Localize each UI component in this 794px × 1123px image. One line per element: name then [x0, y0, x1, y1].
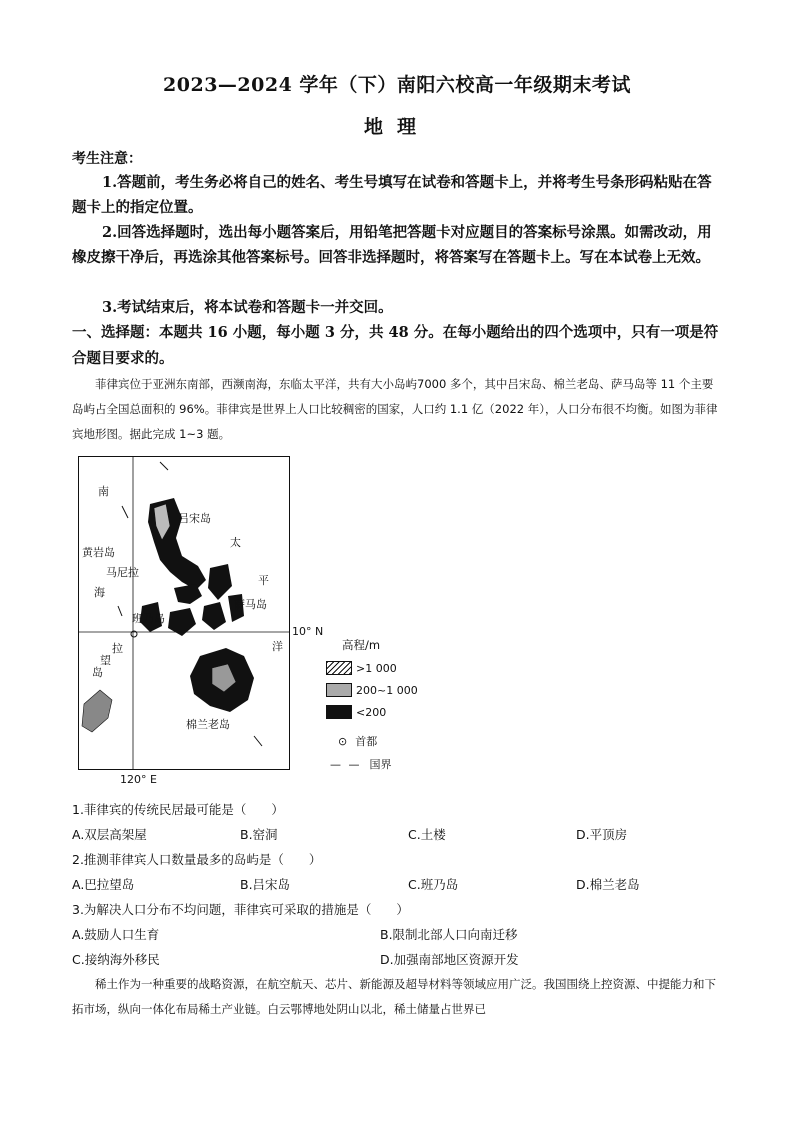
legend-high-label: >1 000: [356, 661, 397, 675]
map-label-nan: 南: [98, 485, 109, 498]
notice-item-2: 2.回答选择题时，选出每小题答案后，用铅笔把答题卡对应题目的答案标号涂黑。如需改动，用橡皮擦干净后，再选涂其他答案标号。回答非选择题时，将答案写在答题卡上。写在本试卷上无效。: [72, 224, 712, 266]
question-1-option-a[interactable]: A.双层高架屋: [72, 827, 147, 842]
map-graphic: [78, 456, 290, 770]
legend-swatch-mid: [326, 683, 352, 697]
legend-border-label: 国界: [369, 758, 392, 771]
legend-capital-label: 首都: [355, 735, 378, 748]
notice-heading: 考生注意：: [72, 151, 142, 167]
map-latitude-label: 10° N: [292, 625, 324, 638]
map-label-panay: 班乃岛: [132, 612, 165, 625]
map-label-mindanao: 棉兰老岛: [186, 718, 230, 731]
section-heading: 一、选择题：本题共 16 小题，每小题 3 分，共 48 分。在每小题给出的四个选项中，只有一项是符合题目要求的。: [72, 324, 719, 367]
material-passage-1: 菲律宾位于亚洲东南部，西濒南海，东临太平洋，共有大小岛屿7000 多个，其中吕宋岛、棉兰老岛、萨马岛等 11 个主要岛屿占全国总面积的 96%。菲律宾是世界上人口比较稠密的国家，人口约 1.1 亿（2022 年），人口分布很不均衡。如图为菲律宾地形图。据此完成 1~3 题。: [72, 377, 718, 441]
legend-border: [330, 756, 392, 772]
exam-title: 2023—2024 学年（下）南阳六校高一年级期末考试: [163, 74, 631, 96]
question-3-option-b[interactable]: B.限制北部人口向南迁移: [380, 927, 518, 942]
question-3-option-d[interactable]: D.加强南部地区资源开发: [380, 952, 519, 967]
map-label-dao: 岛: [92, 666, 103, 679]
question-2-stem: 2.推测菲律宾人口数量最多的岛屿是（ ）: [72, 852, 322, 867]
philippines-terrain-map: [78, 456, 290, 770]
question-3-option-a[interactable]: A.鼓励人口生育: [72, 927, 160, 942]
question-1-option-c[interactable]: C.土楼: [408, 827, 446, 842]
map-label-manila: 马尼拉: [106, 566, 139, 579]
question-1-option-d[interactable]: D.平顶房: [576, 827, 628, 842]
map-label-samar: 萨马岛: [234, 598, 267, 611]
question-2-option-c[interactable]: C.班乃岛: [408, 877, 459, 892]
question-1-stem: 1.菲律宾的传统民居最可能是（ ）: [72, 802, 284, 817]
question-2-option-a[interactable]: A.巴拉望岛: [72, 877, 135, 892]
question-2-option-d[interactable]: D.棉兰老岛: [576, 877, 640, 892]
question-3-option-c[interactable]: C.接纳海外移民: [72, 952, 160, 967]
map-label-wang: 望: [100, 654, 111, 667]
map-longitude-label: 120° E: [120, 773, 157, 786]
material-passage-2: 稀土作为一种重要的战略资源，在航空航天、芯片、新能源及超导材料等领域应用广泛。我国围绕上控资源、中提能力和下拓市场，纵向一体化布局稀土产业链。白云鄂博地处阴山以北，稀土储量占世界已: [72, 977, 716, 1016]
map-label-luzon: 吕宋岛: [178, 512, 211, 525]
legend-mid-label: 200~1 000: [356, 683, 418, 697]
subject-title: 地理: [363, 116, 430, 138]
legend-swatch-low: [326, 705, 352, 719]
notice-item-1: 1.答题前，考生务必将自己的姓名、考生号填写在试卷和答题卡上，并将考生号条形码粘贴在答题卡上的指定位置。: [72, 174, 712, 216]
border-symbol-icon: — —: [330, 757, 362, 771]
legend-capital: [338, 733, 377, 749]
map-label-yang: 洋: [272, 640, 283, 653]
legend-mid: [326, 682, 418, 698]
legend-low: [326, 704, 386, 720]
map-label-hai: 海: [94, 586, 105, 599]
map-label-huangyan-island: 黄岩岛: [82, 546, 115, 559]
question-3-stem: 3.为解决人口分布不均问题，菲律宾可采取的措施是（ ）: [72, 902, 409, 917]
map-label-ping: 平: [258, 574, 269, 587]
legend-swatch-high: [326, 661, 352, 675]
legend-low-label: <200: [356, 705, 387, 719]
question-2-option-b[interactable]: B.吕宋岛: [240, 877, 291, 892]
question-1-option-b[interactable]: B.窑洞: [240, 827, 278, 842]
capital-symbol-icon: ⊙: [338, 734, 348, 748]
legend-title: 高程/m: [342, 638, 381, 652]
map-label-la: 拉: [112, 642, 123, 655]
map-label-tai: 太: [230, 536, 241, 549]
legend-high: [326, 660, 397, 676]
notice-item-3: 3.考试结束后，将本试卷和答题卡一并交回。: [102, 299, 393, 316]
